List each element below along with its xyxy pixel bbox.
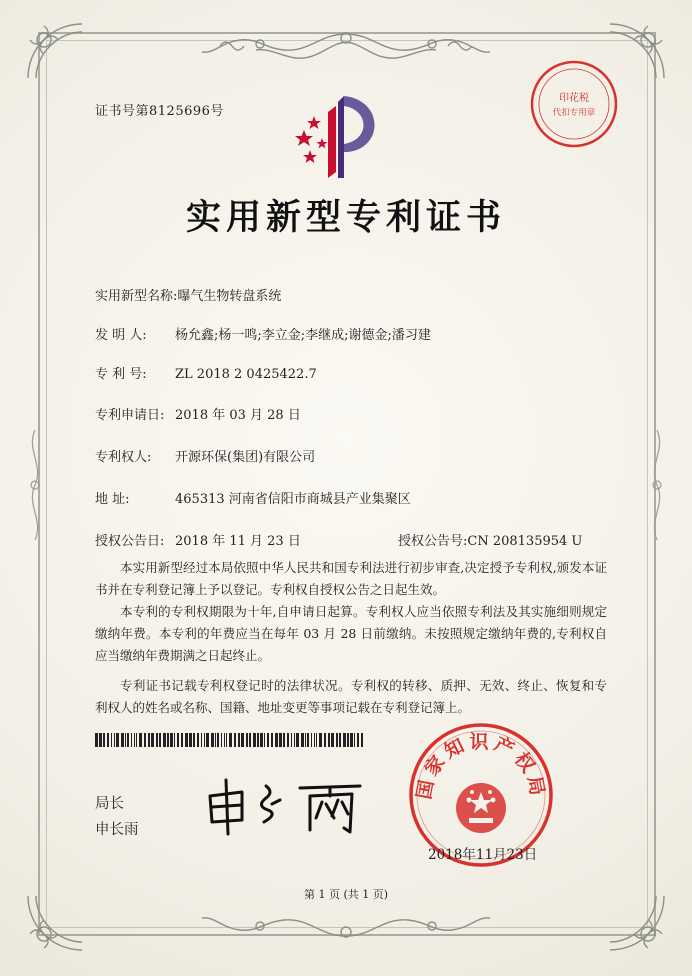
body-paragraph-3: 专利证书记载专利权登记时的法律状况。专利权的转移、质押、无效、终止、恢复和专利权人的姓名或名称、国籍、地址变更等事项记载在专利登记簿上。 — [95, 678, 607, 715]
field-inventor-value: 杨允鑫;杨一鸣;李立金;李继成;谢德金;潘习建 — [175, 328, 431, 343]
cnipa-logo-icon — [292, 92, 392, 182]
field-grant-number-value: CN 208135954 U — [467, 534, 583, 549]
tax-stamp-line2: 代扣专用章 — [552, 108, 596, 118]
field-holder-value: 开源环保(集团)有限公司 — [175, 450, 316, 465]
field-holder-label: 专利权人: — [95, 450, 152, 465]
body-text — [95, 557, 607, 719]
right-side-ornament — [646, 430, 668, 540]
page-footer: 第 1 页 (共 1 页) — [303, 888, 389, 901]
director-title: 局长 — [95, 796, 124, 812]
field-name — [95, 285, 281, 304]
left-side-ornament — [24, 430, 46, 540]
field-address-label: 地 址: — [95, 492, 130, 507]
body-paragraph-1: 本实用新型经过本局依照中华人民共和国专利法进行初步审查,决定授予专利权,颁发本证书并在专利登记簿上予以登记。专利权自授权公告之日起生效。 — [95, 560, 607, 597]
tax-stamp-line1: 印花税 — [559, 93, 589, 104]
director-signature — [200, 774, 370, 836]
field-patent-value: ZL 2018 2 0425422.7 — [175, 367, 317, 382]
field-apply-label: 专利申请日: — [95, 408, 165, 423]
field-patent-number — [95, 363, 317, 382]
seal-text: 国家知识产权局 — [413, 731, 549, 802]
field-name-value: 曝气生物转盘系统 — [177, 289, 282, 304]
field-inventor-label: 发 明 人: — [95, 328, 147, 343]
field-inventor — [95, 324, 431, 343]
barcode — [95, 733, 367, 747]
national-emblem-icon — [456, 783, 506, 833]
field-patent-label: 专 利 号: — [95, 367, 147, 382]
signature-icon — [200, 774, 370, 836]
field-grant-value: 2018 年 11 月 23 日 — [175, 534, 301, 549]
field-holder — [95, 446, 315, 465]
field-address — [95, 488, 411, 507]
field-apply-value: 2018 年 03 月 28 日 — [175, 408, 301, 423]
body-paragraph-2: 本专利的专利权期限为十年,自申请日起算。专利权人应当依照专利法及其实施细则规定缴纳年费。本专利的年费应当在每年 03 月 28 日前缴纳。未按照规定缴纳年费的,专利权自应当缴纳年费期满之日起终止。 — [95, 604, 607, 663]
corner-ornament-tl — [22, 18, 92, 88]
bottom-ornament — [200, 908, 492, 942]
field-address-value: 465313 河南省信阳市商城县产业集聚区 — [175, 492, 411, 507]
field-grant-label: 授权公告日: — [95, 534, 165, 549]
field-grant-number-label: 授权公告号: — [398, 534, 468, 549]
director-name: 申长雨 — [95, 822, 139, 838]
certificate-number: 证书号第8125696号 — [95, 104, 224, 119]
field-name-label: 实用新型名称: — [95, 289, 178, 304]
seal-date: 2018年11月23日 — [428, 847, 538, 863]
page-title: 实用新型专利证书 — [185, 197, 506, 238]
field-grant-number — [398, 530, 582, 549]
tax-stamp — [528, 58, 620, 150]
top-ornament — [200, 28, 492, 68]
field-apply-date — [95, 404, 301, 423]
field-grant-date — [95, 530, 301, 549]
